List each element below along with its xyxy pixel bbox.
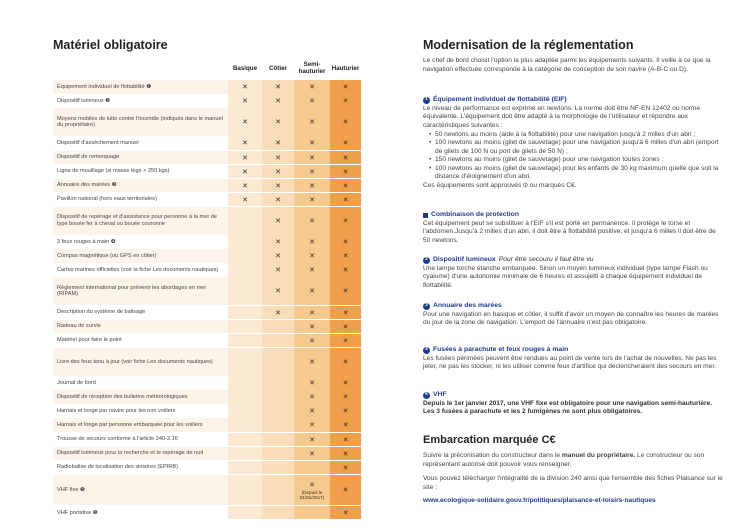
check-mark-icon: ✕ (309, 84, 315, 92)
table-row (53, 263, 361, 277)
table-cell (330, 165, 361, 179)
cell-note: (Depuis le 01/01/2017) (299, 489, 325, 500)
check-mark-icon: ✕ (342, 487, 349, 495)
table-cell (330, 418, 361, 432)
table-cell (330, 263, 361, 277)
section-body: Depuis le 1er janvier 2017, une VHF fixe est obligatoire pour une navigation semi-hauturière. Les 3 fusées à parachute et les 2 fumigènes ne sont plus obligatoires. (423, 399, 713, 416)
table-cell (262, 108, 294, 136)
table-cell (262, 94, 294, 108)
check-mark-icon: ✕ (342, 464, 349, 472)
row-label: Dispositif de réception des bulletins météorologiques (53, 390, 228, 404)
check-mark-icon: ✕ (342, 84, 349, 92)
table-cell (262, 235, 294, 249)
check-mark-icon: ✕ (275, 119, 281, 127)
table-cell (294, 207, 330, 235)
table-cell (262, 334, 294, 348)
table-cell (330, 94, 361, 108)
row-label: Description du système de balisage (53, 306, 228, 320)
check-mark-icon: ✕ (275, 98, 281, 106)
section-title (423, 391, 723, 400)
table-cell (262, 193, 294, 207)
table-row (53, 404, 361, 418)
row-label: Compas magnétique (ou GPS en côtier) (53, 249, 228, 263)
table-cell (294, 461, 330, 475)
table-cell (330, 390, 361, 404)
table-cell (330, 475, 361, 506)
check-mark-icon: ✕ (275, 196, 281, 204)
check-mark-icon: ✕ (242, 140, 248, 148)
check-mark-icon: ✕ (342, 394, 349, 402)
table-cell (330, 433, 361, 447)
check-mark-icon: ✕ (275, 154, 281, 162)
table-row (53, 151, 361, 165)
number-badge-icon: 2 (423, 257, 430, 264)
check-mark-icon: ✕ (342, 509, 349, 517)
table-body (53, 80, 361, 520)
check-mark-icon: ✕ (309, 196, 315, 204)
check-mark-icon: ✕ (309, 309, 315, 317)
row-divider (53, 519, 361, 520)
table-cell (330, 136, 361, 150)
col-header-cotier: Côtier (269, 64, 287, 72)
table-cell (228, 334, 262, 348)
row-label: Matériel pour faire le point (53, 334, 228, 348)
row-label: Journal de bord (53, 376, 228, 390)
table-cell (294, 418, 330, 432)
table-cell (228, 193, 262, 207)
check-mark-icon: ✕ (242, 98, 248, 106)
section-annuaire (423, 302, 723, 328)
section-dispositif-lumineux (423, 256, 723, 291)
check-mark-icon: ✕ (309, 323, 315, 331)
check-mark-icon: ✕ (242, 182, 248, 190)
section-title (423, 302, 723, 311)
check-mark-icon: ✕ (309, 140, 315, 148)
table-cell (228, 447, 262, 461)
table-cell (228, 475, 262, 506)
table-cell (228, 136, 262, 150)
check-mark-icon: ✕ (342, 436, 349, 444)
table-cell (330, 80, 361, 94)
row-label: Ligne de mouillage (si masse lège > 250 kgs) (53, 165, 228, 179)
table-row (53, 433, 361, 447)
list-item: • 100 newtons au moins (gilet de sauvetage) pour les enfants de 30 kg maximum quelle que soit la distance d'éloignement d'un abri. (429, 165, 723, 182)
table-cell (262, 179, 294, 193)
table-cell (294, 235, 330, 249)
section-title (423, 96, 723, 105)
table-row (53, 193, 361, 207)
table-cell (228, 348, 262, 376)
check-mark-icon: ✕ (275, 168, 281, 176)
table-cell (228, 108, 262, 136)
table-cell (294, 506, 330, 520)
table-cell (294, 376, 330, 390)
table-cell (262, 151, 294, 165)
table-cell (228, 376, 262, 390)
table-cell (262, 277, 294, 305)
plaisance-link[interactable]: www.ecologique-solidaire.gouv.fr/politiques/plaisance-et-loisirs-nautiques (423, 497, 656, 504)
embarcation-text-after: Le constructeur ou son représentant autorisé doit pouvoir vous renseigner. (423, 452, 705, 468)
list-item: • 50 newtons au moins (aide à la flottabilité) pour une navigation jusqu'à 2 milles d'un abri ; (429, 131, 723, 140)
table-cell (262, 376, 294, 390)
section-subtitle: Pour être secouru il faut être vu (498, 256, 594, 263)
table-cell (294, 277, 330, 305)
check-mark-icon: ✕ (342, 182, 349, 190)
check-mark-icon: ✕ (342, 140, 349, 148)
table-cell (294, 404, 330, 418)
row-label: VHF fixe ❺ (53, 475, 228, 506)
embarcation-body (423, 452, 723, 492)
table-row (53, 506, 361, 520)
right-page (375, 0, 750, 530)
check-mark-icon: ✕ (309, 119, 315, 127)
check-mark-icon: ✕ (309, 481, 315, 489)
check-mark-icon: ✕ (309, 422, 315, 430)
table-row (53, 334, 361, 348)
check-mark-icon: ✕ (309, 450, 315, 458)
table-cell (228, 277, 262, 305)
check-mark-icon: ✕ (342, 196, 349, 204)
table-row (53, 320, 361, 334)
table-cell (330, 348, 361, 376)
table-row (53, 418, 361, 432)
table-row (53, 94, 361, 108)
check-mark-icon: ✕ (309, 98, 315, 106)
table-cell (294, 390, 330, 404)
row-label: Dispositif d'assèchement manuel (53, 136, 228, 150)
table-cell (262, 207, 294, 235)
table-row (53, 80, 361, 94)
table-row (53, 108, 361, 136)
table-row (53, 235, 361, 249)
check-mark-icon: ✕ (342, 358, 349, 366)
check-mark-icon: ✕ (342, 267, 349, 275)
section-title-text: Annuaire des marées (433, 302, 502, 309)
check-mark-icon: ✕ (275, 217, 281, 225)
check-mark-icon: ✕ (342, 168, 349, 176)
row-label: VHF portative ❺ (53, 506, 228, 520)
number-badge-icon: 1 (423, 97, 430, 104)
table-cell (294, 80, 330, 94)
list-item: • 100 newtons au moins (gilet de sauvetage) pour une navigation jusqu'à 6 milles d'un abri (emport de gilets de 100 N ou port de gilets de 50 N) ; (429, 139, 723, 156)
check-mark-icon: ✕ (309, 154, 315, 162)
table-row (53, 461, 361, 475)
section-fusees (423, 346, 723, 372)
table-cell (330, 376, 361, 390)
table-cell (228, 433, 262, 447)
list-item: • 150 newtons au moins (gilet de sauvetage) pour une navigation toutes zones ; (429, 156, 723, 165)
table-cell (262, 249, 294, 263)
table-cell (294, 334, 330, 348)
row-label: Annuaire des marées ❸ (53, 179, 228, 193)
embarcation-title: Embarcation marquée C€ (423, 434, 556, 446)
row-label: Radiobalise de localisation des sinistres (EPIRB) (53, 461, 228, 475)
page-title-materiel: Matériel obligatoire (53, 38, 168, 52)
table-row (53, 447, 361, 461)
row-label: Règlement international pour prévenir les abordages en mer (RIPAM) (53, 277, 228, 305)
check-mark-icon: ✕ (309, 288, 315, 296)
table-cell (294, 306, 330, 320)
table-cell (228, 80, 262, 94)
section-body: Les fusées périmées peuvent être rendues au point de vente lors de l'achat de nouvelles. Ne pas les jeter, ne pas les stocker, ni les utiliser comme feux d'artifice qui déclencheraient des secours en mer. (423, 354, 717, 371)
table-cell (330, 306, 361, 320)
table-cell (294, 179, 330, 193)
section-body: Pour une navigation en basique et côtier, il suffit d'avoir un moyen de connaître les heures de marées du jour de la zone de navigation. L'emport de l'annuaire n'est pas obligatoire. (423, 310, 719, 327)
section-title-text: Fusées à parachute et feux rouges à main (433, 346, 569, 353)
check-mark-icon: ✕ (275, 239, 281, 247)
embarcation-text: Suivre la préconisation du constructeur dans le (423, 452, 562, 459)
table-cell (262, 433, 294, 447)
table-cell (228, 249, 262, 263)
number-badge-icon: 5 (423, 392, 430, 399)
section-vhf (423, 391, 723, 417)
section-title-text: Combinaison de protection (431, 211, 519, 218)
section-title-text: VHF (433, 391, 447, 398)
table-cell (294, 94, 330, 108)
table-row (53, 277, 361, 305)
check-mark-icon: ✕ (242, 119, 248, 127)
table-cell (262, 506, 294, 520)
row-label: Cartes marines officielles (voir la fiche Les documents nautiques) (53, 263, 228, 277)
row-label: Trousse de secours conforme à l'article 240-2.16 (53, 433, 228, 447)
table-cell (330, 334, 361, 348)
row-label: Dispositif de remorquage (53, 151, 228, 165)
check-mark-icon: ✕ (242, 196, 248, 204)
section-body: Une lampe torche étanche embarquée. Sinon un moyen lumineux individuel (type lampe Flash ou cyalume) d'une autonomie minimale de 6 heures et assujetti à chaque équipement individuel de flottabilité. (423, 264, 708, 289)
section-body: Le niveau de performance est exprimé en newtons. La norme doit être NF-EN 12402 ou norme équivalente. L'équipement doit être adapté à la morphologie de l'utilisateur et répondre aux caractéristiques suivantes : (423, 104, 701, 129)
check-mark-icon: ✕ (275, 84, 281, 92)
check-mark-icon: ✕ (309, 253, 315, 261)
table-cell (262, 136, 294, 150)
table-row (53, 207, 361, 235)
check-mark-icon: ✕ (242, 84, 248, 92)
table-cell (262, 390, 294, 404)
intro-paragraph: Le chef de bord choisit l'option la plus adaptée parmi les équipements suivants. Il veille à ce que la navigation effectuée corresponde à la catégorie de conception de son navire (A-B-C ou D). (423, 57, 711, 73)
download-text: Vous pouvez télécharger l'intégralité de la division 240 ainsi que l'ensemble des fiches Plaisance sur le site : (423, 475, 723, 491)
table-cell (228, 165, 262, 179)
number-badge-icon: 4 (423, 347, 430, 354)
check-mark-icon: ✕ (309, 358, 315, 366)
row-label: Harnais et longe par personne embarquée pour les voiliers (53, 418, 228, 432)
table-cell (262, 475, 294, 506)
table-cell (294, 433, 330, 447)
table-cell (294, 475, 330, 506)
check-mark-icon: ✕ (342, 337, 349, 345)
section-title (423, 346, 723, 355)
table-cell (294, 320, 330, 334)
table-row (53, 179, 361, 193)
table-row (53, 475, 361, 506)
check-mark-icon: ✕ (309, 239, 315, 247)
row-label: Livre des feux tenu à jour (voir fiche Les documents nautiques) (53, 348, 228, 376)
section-combinaison (423, 211, 723, 246)
table-cell (294, 136, 330, 150)
table-cell (294, 263, 330, 277)
table-row (53, 376, 361, 390)
check-mark-icon: ✕ (275, 288, 281, 296)
row-label: Radeau de survie (53, 320, 228, 334)
table-cell (228, 418, 262, 432)
check-mark-icon: ✕ (309, 380, 315, 388)
section-title (423, 211, 723, 220)
table-cell (330, 506, 361, 520)
table-cell (330, 320, 361, 334)
check-mark-icon: ✕ (309, 182, 315, 190)
check-mark-icon: ✕ (342, 217, 349, 225)
check-mark-icon: ✕ (309, 394, 315, 402)
table-cell (294, 348, 330, 376)
col-header-semi-hauturier: Semi- hauturier (298, 61, 326, 75)
col-header-basique: Basique (232, 64, 258, 72)
row-label: Harnais et longe par navire pour les non voiliers (53, 404, 228, 418)
check-mark-icon: ✕ (342, 408, 349, 416)
table-cell (330, 235, 361, 249)
row-label: Dispositif lumineux pour la recherche et le repérage de nuit (53, 447, 228, 461)
table-cell (294, 151, 330, 165)
check-mark-icon: ✕ (309, 436, 315, 444)
table-cell (262, 80, 294, 94)
check-mark-icon: ✕ (342, 380, 349, 388)
table-cell (262, 320, 294, 334)
eif-bullet-list (429, 131, 723, 182)
table-cell (330, 404, 361, 418)
check-mark-icon: ✕ (309, 408, 315, 416)
check-mark-icon: ✕ (309, 267, 315, 275)
table-cell (262, 263, 294, 277)
table-cell (228, 506, 262, 520)
table-cell (262, 404, 294, 418)
table-cell (330, 179, 361, 193)
check-mark-icon: ✕ (309, 337, 315, 345)
table-cell (228, 320, 262, 334)
section-title-text: Dispositif lumineux (433, 256, 496, 263)
page-title-modernisation: Modernisation de la réglementation (423, 38, 634, 52)
row-label: Dispositif de repérage et d'assistance pour personne à la mer de type bouée fer à cheval ou bouée couronne (53, 207, 228, 235)
table-cell (228, 207, 262, 235)
table-row (53, 390, 361, 404)
table-row (53, 348, 361, 376)
table-cell (228, 404, 262, 418)
square-bullet-icon (423, 213, 428, 218)
check-mark-icon: ✕ (242, 168, 248, 176)
table-cell (294, 193, 330, 207)
table-cell (330, 207, 361, 235)
table-cell (228, 263, 262, 277)
table-cell (330, 447, 361, 461)
section-body: Cet équipement peut se substituer à l'EIF s'il est porté en permanence. Il protège le torse et l'abdomen.Jusqu'à 2 milles d'un abri, il doit être à flottabilité positive, et jusqu'à 6 milles il doit être de 50 newtons. (423, 219, 716, 244)
table-cell (228, 390, 262, 404)
check-mark-icon: ✕ (275, 182, 281, 190)
check-mark-icon: ✕ (342, 119, 349, 127)
check-mark-icon: ✕ (275, 267, 281, 275)
check-mark-icon: ✕ (275, 140, 281, 148)
table-cell (262, 165, 294, 179)
table-cell (228, 461, 262, 475)
table-cell (262, 306, 294, 320)
table-cell (228, 306, 262, 320)
row-label: Moyens mobiles de lutte contre l'incendie (indiqués dans le manuel du propriétaire) (53, 108, 228, 136)
embarcation-bold-text: manuel du propriétaire. (561, 452, 636, 459)
table-cell (228, 179, 262, 193)
table-row (53, 249, 361, 263)
table-cell (330, 249, 361, 263)
table-cell (294, 249, 330, 263)
check-mark-icon: ✕ (275, 253, 281, 261)
row-label: Équipement individuel de flottabilité ❶ (53, 80, 228, 94)
row-label: Dispositif lumineux ❷ (53, 94, 228, 108)
table-cell (330, 151, 361, 165)
number-badge-icon: 3 (423, 303, 430, 310)
section-title-text: Équipement individuel de flottabilité (EIF) (433, 96, 567, 103)
check-mark-icon: ✕ (309, 168, 315, 176)
check-mark-icon: ✕ (275, 309, 281, 317)
check-mark-icon: ✕ (342, 309, 349, 317)
table-cell (330, 461, 361, 475)
table-cell (294, 165, 330, 179)
table-cell (228, 151, 262, 165)
table-row (53, 136, 361, 150)
table-cell (294, 447, 330, 461)
check-mark-icon: ✕ (342, 422, 349, 430)
check-mark-icon: ✕ (309, 217, 315, 225)
table-cell (262, 447, 294, 461)
section-footer: Ces équipements sont approuvés ⦶ ou marqués C€. (423, 181, 577, 189)
table-cell (262, 418, 294, 432)
table-cell (262, 348, 294, 376)
check-mark-icon: ✕ (242, 154, 248, 162)
section-title (423, 256, 723, 265)
check-mark-icon: ✕ (342, 323, 349, 331)
check-mark-icon: ✕ (342, 253, 349, 261)
table-row (53, 306, 361, 320)
table-cell (330, 193, 361, 207)
table-cell (330, 108, 361, 136)
table-cell (294, 108, 330, 136)
table-cell (330, 277, 361, 305)
check-mark-icon: ✕ (342, 450, 349, 458)
table-cell (228, 235, 262, 249)
check-mark-icon: ✕ (342, 154, 349, 162)
check-mark-icon: ✕ (342, 288, 349, 296)
check-mark-icon: ✕ (342, 239, 349, 247)
check-mark-icon: ✕ (342, 98, 349, 106)
table-row (53, 165, 361, 179)
table-cell (228, 94, 262, 108)
row-label: 3 feux rouges à main ❹ (53, 235, 228, 249)
table-cell (262, 461, 294, 475)
row-label: Pavillon national (hors eaux territoriales) (53, 193, 228, 207)
section-eif (423, 96, 723, 190)
col-header-hauturier: Hauturier (331, 64, 360, 72)
